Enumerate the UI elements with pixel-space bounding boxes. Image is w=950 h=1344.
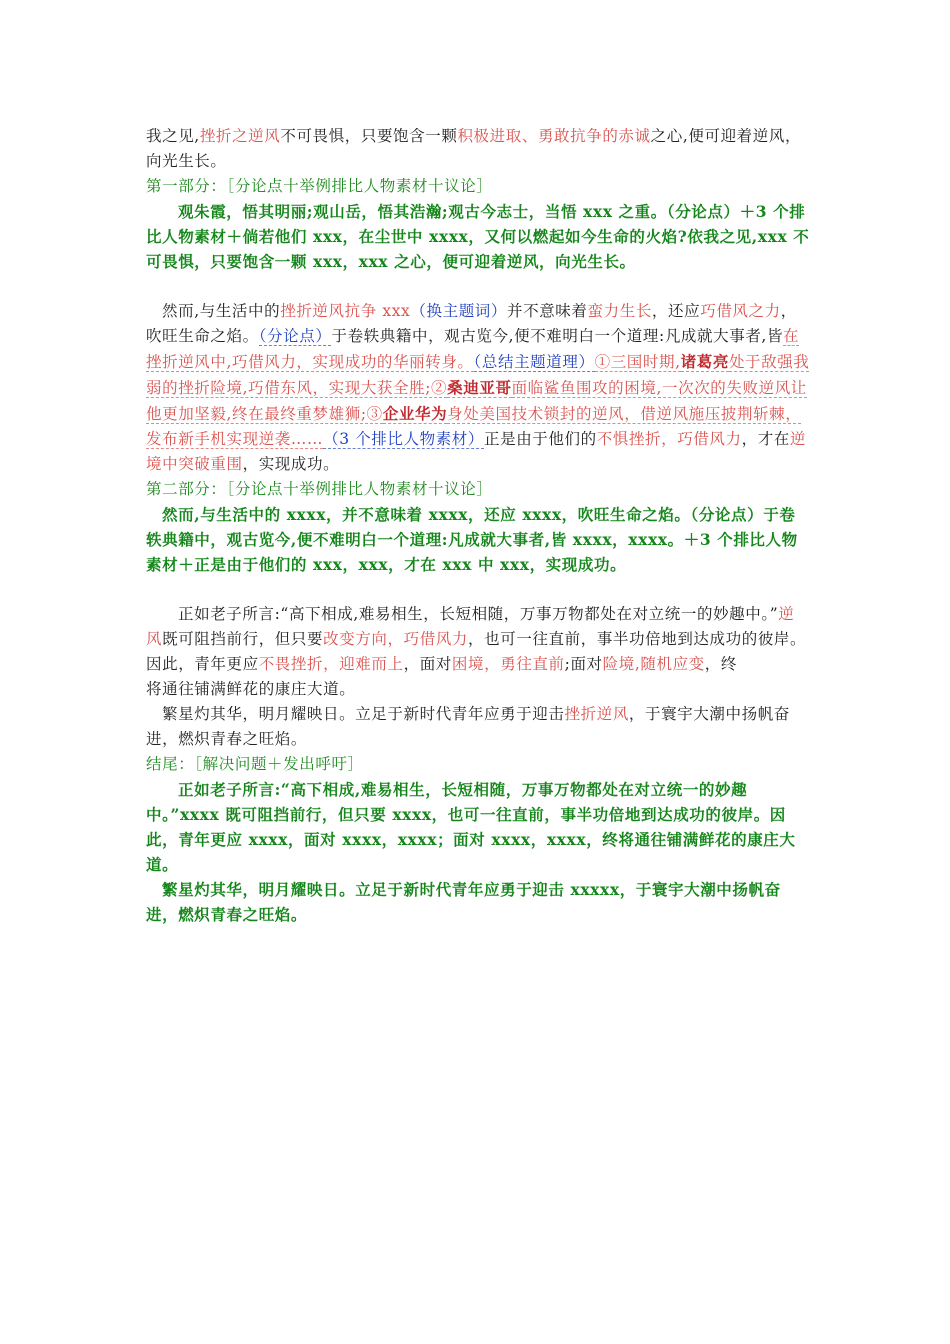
annotation-note: （总结主题道理）: [473, 353, 595, 371]
ending-template-1: 正如老子所言:“高下相成,难易相生，长短相随，万事万物都处在对立统一的妙趣中。”xxxx 既可阻挡前行，但只要 xxxx，也可一往直前，事半功倍地到达成功的彼岸。因此，青年更应 xxxx，面对 xxxx，xxxx；面对 xxxx，xxxx，终将通往铺满鲜花的康庄大道。: [146, 780, 796, 874]
example-name: 企业华为: [382, 404, 448, 423]
body-highlight: 逆境中突破重围: [146, 430, 807, 473]
body3-continuation: 将通往铺满鲜花的康庄大道。: [146, 680, 356, 698]
body-text: ，吹旺生命之焰。: [146, 302, 797, 345]
body-highlight: 挫折逆风抗争 xxx: [280, 302, 411, 320]
body-text: 然而,与生活中的: [162, 302, 281, 320]
body-highlight: 蛮力生长: [587, 302, 652, 320]
intro-highlight: 挫折之逆风: [199, 127, 281, 145]
example-name: 诸葛亮: [680, 352, 729, 371]
body-highlight: 不惧挫折，巧借风力: [596, 430, 742, 448]
body-highlight: 不畏挫折，迎难而上: [258, 655, 404, 673]
body-text: 并不意味着: [507, 302, 588, 320]
part2-label: 第二部分：［分论点十举例排比人物素材十议论］: [146, 480, 493, 498]
body-highlight: 在挫折逆风中,巧借风力，实现成功的华丽转身。: [146, 327, 800, 371]
spacer: [146, 274, 810, 299]
annotation-note: （3 个排比人物素材）: [323, 430, 484, 448]
annotation-note: （分论点）: [258, 327, 332, 345]
intro-highlight: 积极进取、勇敢抗争的赤诚: [457, 127, 651, 145]
body-text: 繁星灼其华，明月耀映日。立足于新时代青年应勇于迎击: [162, 705, 565, 723]
body-text: ，实现成功。: [242, 455, 340, 473]
body-highlight: 改变方向，巧借风力: [323, 630, 469, 648]
article-body: [146, 124, 810, 927]
body-text: 正如老子所言:“高下相成,难易相生，长短相随，万事万物都处在对立统一的妙趣中。”: [178, 605, 779, 623]
intro-text: 不可畏惧，只要饱含一颗: [280, 127, 458, 145]
body-highlight: 巧借风之力: [700, 302, 781, 320]
intro-text: 我之见,: [146, 127, 200, 145]
body4-paragraph: [146, 702, 810, 752]
ending-template-2: 繁星灼其华，明月耀映日。立足于新时代青年应勇于迎击 xxxxx，于寰宇大潮中扬帆奋进，燃炽青春之旺焰。: [146, 880, 781, 924]
body-text: ，终: [704, 655, 737, 673]
part1-label: 第一部分：［分论点十举例排比人物素材十议论］: [146, 177, 493, 195]
body-text: 既可阻挡前行，但只要: [162, 630, 324, 648]
intro-paragraph: [146, 124, 810, 174]
body-highlight: 困境，勇往直前: [451, 655, 565, 673]
body-highlight: 逆风: [146, 605, 795, 648]
example-text: ①三国时期,: [594, 353, 681, 371]
intro-text: 之心,便可迎着逆风，向光生长。: [146, 127, 802, 170]
annotation-note: （换主题词）: [410, 302, 507, 320]
body-text: ，也可一往直前，事半功倍地到达成功的彼岸。因此，青年更应: [146, 630, 807, 673]
part2-template: 然而,与生活中的 xxxx，并不意味着 xxxx，还应 xxxx，吹旺生命之焰。（分论点）于卷轶典籍中，观古览今,便不难明白一个道理:凡成就大事者,皆 xxxx，xxxx。＋3 个排比人物素材＋正是由于他们的 xxx，xxx，才在 xxx 中 xxx，实现成功。: [146, 505, 798, 574]
body3-paragraph: [146, 602, 810, 677]
body-text: ，于寰宇大潮中扬帆奋进，燃炽青春之旺焰。: [146, 705, 790, 748]
body-text: ，才在: [741, 430, 790, 448]
body-text: ，还应: [651, 302, 701, 320]
ending-label: 结尾：［解决问题＋发出呼吁］: [146, 755, 364, 773]
body-text: 于卷轶典籍中，观古览今,便不难明白一个道理:凡成就大事者,皆: [331, 327, 784, 345]
body-text: ，面对: [403, 655, 452, 673]
spacer: [146, 577, 810, 602]
body-text: ;面对: [564, 655, 603, 673]
body-highlight: 险境,随机应变: [602, 655, 705, 673]
example-name: 桑迪亚哥: [447, 378, 512, 397]
part1-template: 观朱霞，悟其明丽;观山岳，悟其浩瀚;观古今志士，当悟 xxx 之重。（分论点）＋3 个排比人物素材＋倘若他们 xxx，在尘世中 xxxx，又何以燃起如今生命的火焰?依我之见,xxx 不可畏惧，只要饱含一颗 xxx，xxx 之心，便可迎着逆风，向光生长。: [146, 202, 810, 271]
body2-paragraph: [146, 299, 810, 477]
example-text: 身处美国技术锁封的逆风，借逆风施压披荆斩棘，发布新手机实现逆袭……: [146, 405, 802, 448]
example-text: 处于敌强我弱的挫折险境,巧借东风，实现大获全胜;②: [146, 353, 810, 397]
body-text: 正是由于他们的: [484, 430, 597, 448]
example-text: 面临鲨鱼围攻的困境,一次次的失败逆风让他更加坚毅,终在最终重梦雄狮;③: [146, 379, 807, 423]
body-highlight: 挫折逆风: [564, 705, 629, 723]
